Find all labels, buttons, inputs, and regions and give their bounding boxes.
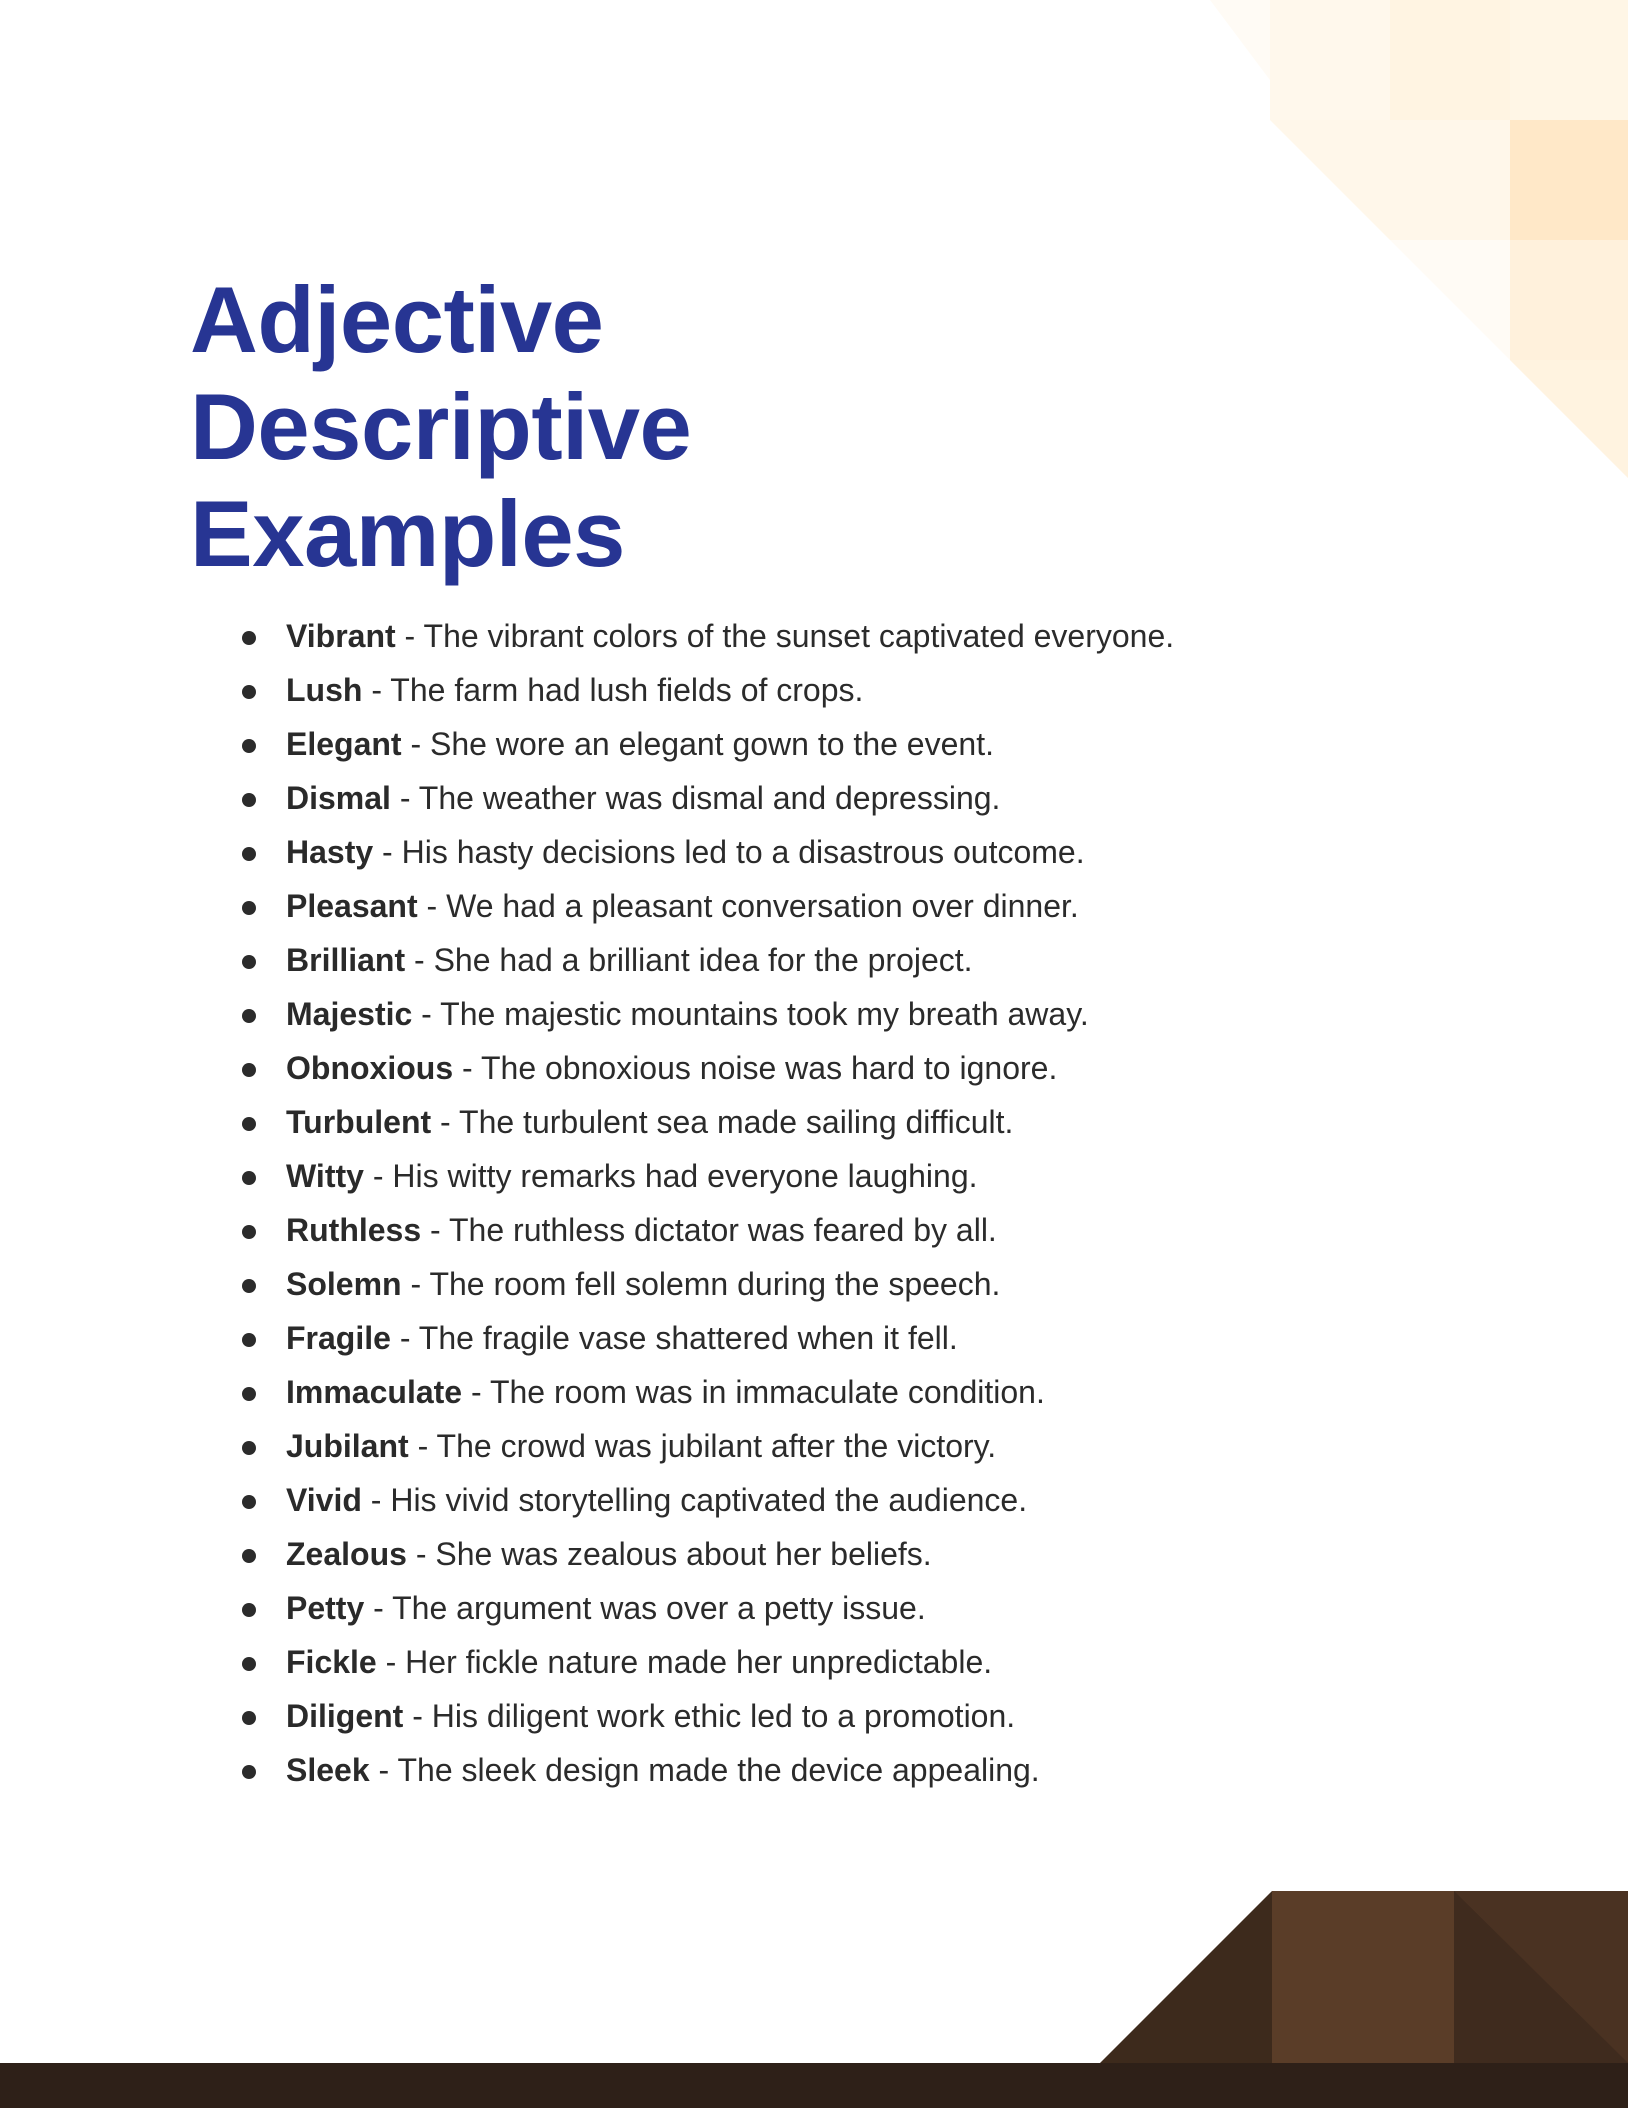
- separator: -: [421, 1212, 449, 1248]
- list-item: [238, 717, 1174, 771]
- bullet-icon: [242, 1333, 256, 1347]
- example-sentence: The majestic mountains took my breath away.: [440, 996, 1089, 1032]
- adjective-word: Zealous: [286, 1536, 407, 1572]
- example-sentence: The turbulent sea made sailing difficult.: [459, 1104, 1014, 1140]
- list-item: [238, 1149, 1174, 1203]
- list-item: [238, 1203, 1174, 1257]
- bullet-icon: [242, 1225, 256, 1239]
- list-item: [238, 1257, 1174, 1311]
- separator: -: [406, 1536, 436, 1572]
- adjective-word: Jubilant: [286, 1428, 409, 1464]
- bullet-icon: [242, 739, 256, 753]
- bullet-icon: [242, 1279, 256, 1293]
- adjective-word: Brilliant: [286, 942, 406, 978]
- list-item: [238, 1473, 1174, 1527]
- separator: -: [363, 1158, 393, 1194]
- separator: -: [431, 1104, 460, 1140]
- separator: -: [376, 1644, 406, 1680]
- example-sentence: The vibrant colors of the sunset captivated everyone.: [423, 618, 1175, 654]
- bullet-icon: [242, 1765, 256, 1779]
- example-sentence: The crowd was jubilant after the victory.: [436, 1428, 997, 1464]
- bullet-icon: [242, 1063, 256, 1077]
- separator: -: [403, 1698, 432, 1734]
- title-line: Adjective: [190, 267, 604, 372]
- example-sentence: The argument was over a petty issue.: [392, 1590, 926, 1626]
- bullet-icon: [242, 1387, 256, 1401]
- separator: -: [417, 888, 447, 924]
- example-sentence: The ruthless dictator was feared by all.: [449, 1212, 997, 1248]
- bullet-icon: [242, 1657, 256, 1671]
- title-line: Examples: [190, 481, 625, 586]
- bottom-decoration: [0, 1891, 1628, 2108]
- list-item: [238, 1041, 1174, 1095]
- separator: -: [401, 1266, 430, 1302]
- adjective-word: Hasty: [286, 834, 374, 870]
- example-sentence: She had a brilliant idea for the project.: [433, 942, 973, 978]
- adjective-word: Fragile: [286, 1320, 391, 1356]
- bullet-icon: [242, 847, 256, 861]
- example-sentence: His hasty decisions led to a disastrous outcome.: [401, 834, 1085, 870]
- adjective-word: Diligent: [286, 1698, 404, 1734]
- example-sentence: The farm had lush fields of crops.: [390, 672, 864, 708]
- bullet-icon: [242, 793, 256, 807]
- separator: -: [453, 1050, 481, 1086]
- list-item: [238, 879, 1174, 933]
- adjective-word: Dismal: [286, 780, 391, 816]
- separator: -: [412, 996, 441, 1032]
- list-item: [238, 1365, 1174, 1419]
- adjective-word: Fickle: [286, 1644, 377, 1680]
- separator: -: [390, 1320, 419, 1356]
- separator: -: [408, 1428, 437, 1464]
- bullet-icon: [242, 1603, 256, 1617]
- example-sentence: His diligent work ethic led to a promotion.: [431, 1698, 1016, 1734]
- bullet-icon: [242, 901, 256, 915]
- list-item: [238, 1635, 1174, 1689]
- list-item: [238, 1095, 1174, 1149]
- example-sentence: She was zealous about her beliefs.: [435, 1536, 932, 1572]
- example-sentence: His vivid storytelling captivated the audience.: [390, 1482, 1028, 1518]
- list-item: [238, 825, 1174, 879]
- adjective-word: Immaculate: [286, 1374, 463, 1410]
- example-sentence: The sleek design made the device appealing.: [397, 1752, 1040, 1788]
- list-item: [238, 1527, 1174, 1581]
- list-item: [238, 1689, 1174, 1743]
- list-item: [238, 1311, 1174, 1365]
- page-title: [190, 266, 691, 587]
- separator: -: [390, 780, 419, 816]
- adjective-word: Lush: [286, 672, 363, 708]
- example-sentence: Her fickle nature made her unpredictable.: [405, 1644, 993, 1680]
- example-sentence: The weather was dismal and depressing.: [418, 780, 1001, 816]
- adjective-word: Pleasant: [286, 888, 418, 924]
- list-item: [238, 1419, 1174, 1473]
- adjective-word: Obnoxious: [286, 1050, 454, 1086]
- example-sentence: The room was in immaculate condition.: [489, 1374, 1045, 1410]
- bullet-icon: [242, 1441, 256, 1455]
- bullet-icon: [242, 631, 256, 645]
- list-item: [238, 609, 1174, 663]
- separator: -: [405, 942, 434, 978]
- examples-list: [238, 609, 1174, 1797]
- list-item: [238, 933, 1174, 987]
- example-sentence: The fragile vase shattered when it fell.: [418, 1320, 958, 1356]
- list-item: [238, 663, 1174, 717]
- example-sentence: We had a pleasant conversation over dinner.: [446, 888, 1079, 924]
- adjective-word: Vibrant: [286, 618, 396, 654]
- list-item: [238, 987, 1174, 1041]
- list-item: [238, 1743, 1174, 1797]
- example-sentence: The obnoxious noise was hard to ignore.: [480, 1050, 1058, 1086]
- adjective-word: Petty: [286, 1590, 365, 1626]
- adjective-word: Ruthless: [286, 1212, 422, 1248]
- separator: -: [395, 618, 424, 654]
- separator: -: [373, 834, 402, 870]
- separator: -: [361, 1482, 391, 1518]
- separator: -: [369, 1752, 398, 1788]
- adjective-word: Vivid: [286, 1482, 362, 1518]
- bullet-icon: [242, 955, 256, 969]
- list-item: [238, 771, 1174, 825]
- separator: -: [401, 726, 431, 762]
- example-sentence: She wore an elegant gown to the event.: [430, 726, 994, 762]
- adjective-word: Solemn: [286, 1266, 402, 1302]
- bullet-icon: [242, 1495, 256, 1509]
- bullet-icon: [242, 1711, 256, 1725]
- adjective-word: Majestic: [286, 996, 413, 1032]
- list-item: [238, 1581, 1174, 1635]
- separator: -: [462, 1374, 490, 1410]
- separator: -: [362, 672, 391, 708]
- bullet-icon: [242, 1009, 256, 1023]
- bullet-icon: [242, 1171, 256, 1185]
- bullet-icon: [242, 685, 256, 699]
- example-sentence: His witty remarks had everyone laughing.: [392, 1158, 978, 1194]
- adjective-word: Turbulent: [286, 1104, 432, 1140]
- bullet-icon: [242, 1549, 256, 1563]
- separator: -: [364, 1590, 393, 1626]
- example-sentence: The room fell solemn during the speech.: [429, 1266, 1001, 1302]
- title-line: Descriptive: [190, 374, 692, 479]
- adjective-word: Sleek: [286, 1752, 370, 1788]
- bullet-icon: [242, 1117, 256, 1131]
- top-right-decoration: [1210, 0, 1628, 478]
- adjective-word: Witty: [286, 1158, 364, 1194]
- adjective-word: Elegant: [286, 726, 402, 762]
